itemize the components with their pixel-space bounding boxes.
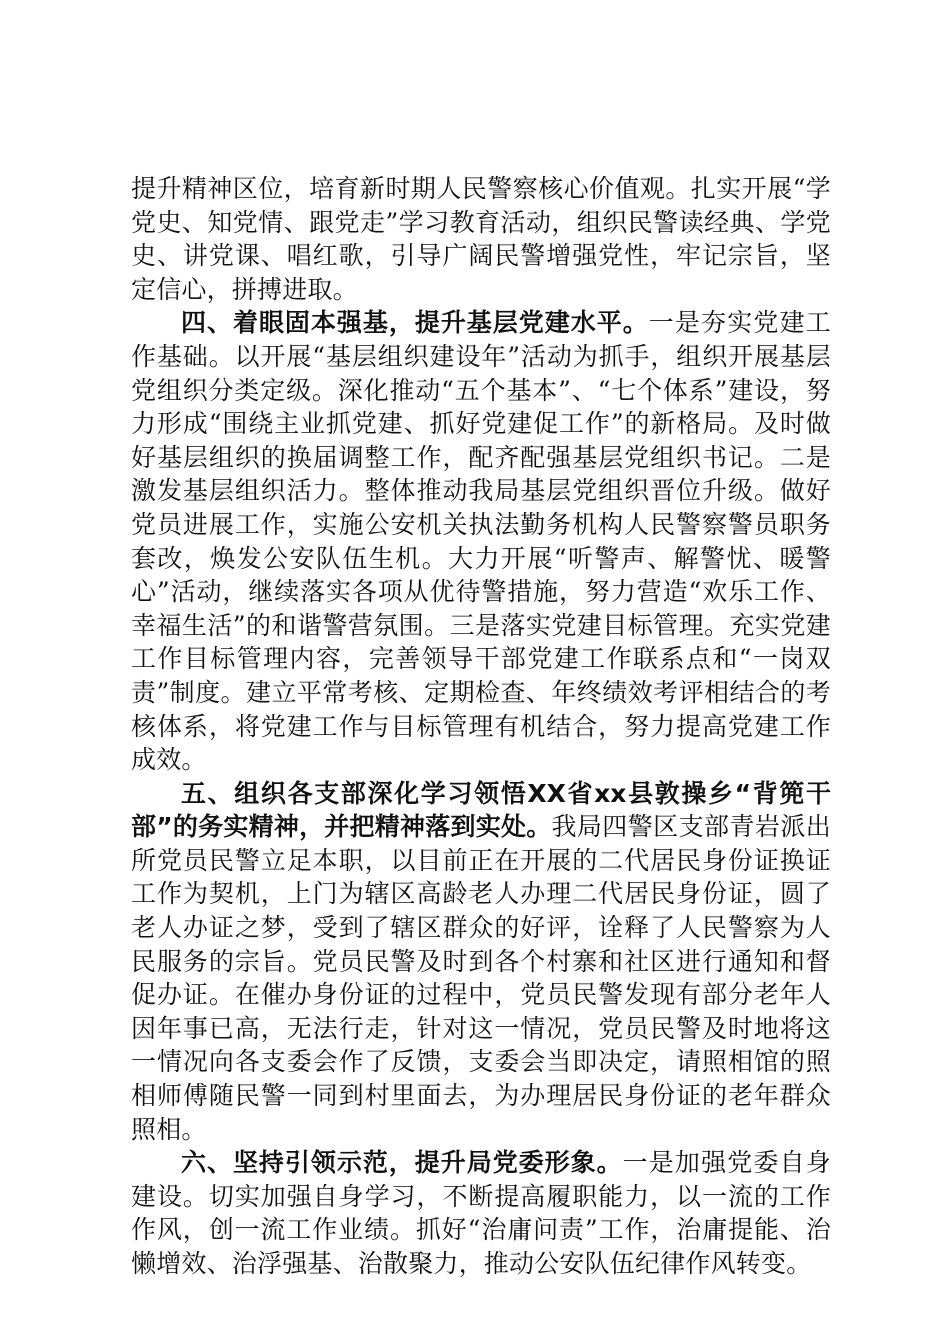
paragraph-section-6: [131, 1146, 831, 1280]
paragraph-section-4: [131, 306, 831, 776]
paragraph-text: 我局四警区支部青岩派出所党员民警立足本职，以目前正在开展的二代居民身份证换证工作为契机，上门为辖区高龄老人办理二代居民身份证，圆了老人办证之梦，受到了辖区群众的好评，诠释了人民警察为人民服务的宗旨。党员民警及时到各个村寨和社区进行通知和督促办证。在催办身份证的过程中，党员民警发现有部分老年人因年事已高，无法行走，针对这一情况，党员民警及时地将这一情况向各支委会作了反馈，支委会当即决定，请照相馆的照相师傅随民警一同到村里面去，为办理居民身份证的老年群众照相。: [131, 812, 831, 1144]
paragraph-section-5: [131, 777, 831, 1147]
section-heading: 四、着眼固本强基，提升基层党建水平。: [181, 308, 649, 338]
section-heading: 五、组织各支部深化学习领悟XX省xx县敦操乡“背篼干部”的务实精神，并把精神落到实处。: [131, 778, 831, 842]
paragraph-text: 一是加强党委自身建设。切实加强自身学习，不断提高履职能力，以一流的工作作风，创一流工作业绩。抓好“治庸问责”工作，治庸提能、治懒增效、治浮强基、治散聚力，推动公安队伍纪律作风转变。: [131, 1148, 831, 1278]
paragraph-text: 提升精神区位，培育新时期人民警察核心价值观。扎实开展“学党史、知党情、跟党走”学习教育活动，组织民警读经典、学党史、讲党课、唱红歌，引导广阔民警增强党性，牢记宗旨，坚定信心，拼搏进取。: [131, 174, 831, 304]
document-body: [131, 172, 831, 1281]
paragraph-continued: [131, 172, 831, 306]
section-heading: 六、坚持引领示范，提升局党委形象。: [181, 1148, 623, 1178]
paragraph-text: 一是夯实党建工作基础。以开展“基层组织建设年”活动为抓手，组织开展基层党组织分类定级。深化推动“五个基本”、“七个体系”建设，努力形成“围绕主业抓党建、抓好党建促工作”的新格局。及时做好基层组织的换届调整工作，配齐配强基层党组织书记。二是激发基层组织活力。整体推动我局基层党组织晋位升级。做好党员进展工作，实施公安机关执法勤务机构人民警察警员职务套改，焕发公安队伍生机。大力开展“听警声、解警忧、暖警心”活动，继续落实各项从优待警措施，努力营造“欢乐工作、幸福生活”的和谐警营氛围。三是落实党建目标管理。充实党建工作目标管理内容，完善领导干部党建工作联系点和“一岗双责”制度。建立平常考核、定期检查、年终绩效考评相结合的考核体系，将党建工作与目标管理有机结合，努力提高党建工作成效。: [131, 308, 831, 775]
